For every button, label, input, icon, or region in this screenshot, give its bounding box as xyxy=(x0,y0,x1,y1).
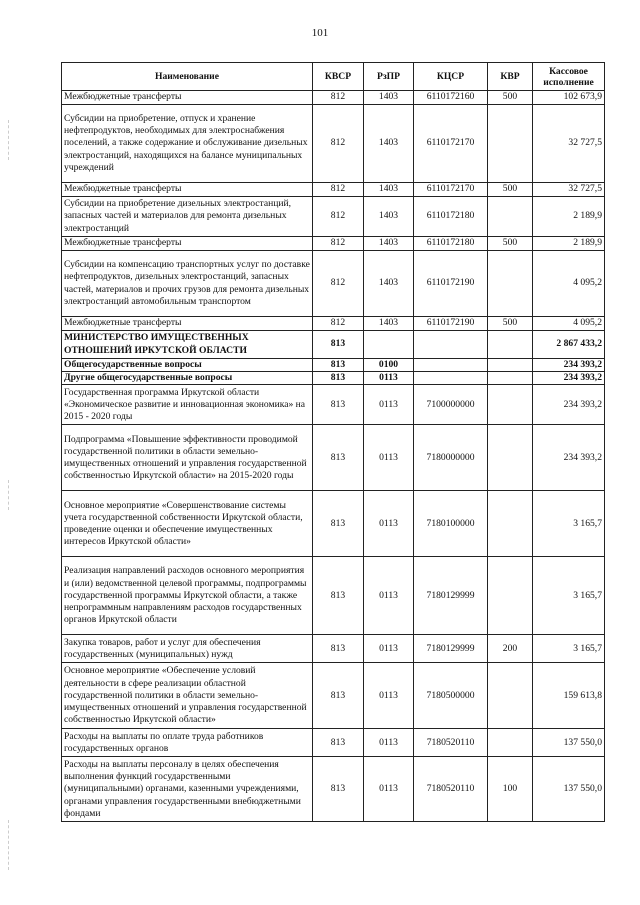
row-kvsr: 812 xyxy=(313,183,364,197)
row-value: 234 393,2 xyxy=(533,359,605,372)
row-value: 3 165,7 xyxy=(533,635,605,663)
row-kcsr: 6110172180 xyxy=(414,197,488,237)
table-row xyxy=(62,757,605,822)
row-kvr: 100 xyxy=(488,757,533,822)
row-kvsr: 812 xyxy=(313,197,364,237)
row-kvsr: 813 xyxy=(313,359,364,372)
row-rzpr: 0100 xyxy=(364,359,414,372)
row-kcsr: 6110172180 xyxy=(414,237,488,251)
row-kvsr: 812 xyxy=(313,91,364,105)
table-row xyxy=(62,635,605,663)
row-kvr: 500 xyxy=(488,183,533,197)
table-row xyxy=(62,237,605,251)
row-rzpr xyxy=(364,331,414,359)
row-kvr: 200 xyxy=(488,635,533,663)
scan-artifact xyxy=(8,480,10,510)
row-value: 4 095,2 xyxy=(533,317,605,331)
header-exec: Кассовое исполнение xyxy=(533,63,605,91)
row-rzpr: 0113 xyxy=(364,372,414,385)
row-kvsr: 812 xyxy=(313,317,364,331)
row-name: Межбюджетные трансферты xyxy=(62,91,313,105)
row-rzpr: 1403 xyxy=(364,105,414,183)
row-rzpr: 0113 xyxy=(364,663,414,729)
table-row xyxy=(62,425,605,491)
row-rzpr: 0113 xyxy=(364,491,414,557)
row-value: 32 727,5 xyxy=(533,183,605,197)
row-name: Субсидии на компенсацию транспортных услуг по доставке нефтепродуктов, дизельных электростанций, запасных частей, материалов и прочих грузов для ремонта дизельных электростанций автомобильным транспортом xyxy=(62,251,313,317)
row-rzpr: 1403 xyxy=(364,317,414,331)
table-row xyxy=(62,91,605,105)
row-value: 102 673,9 xyxy=(533,91,605,105)
table-row xyxy=(62,359,605,372)
row-kvsr: 812 xyxy=(313,237,364,251)
row-rzpr: 1403 xyxy=(364,237,414,251)
table-row xyxy=(62,331,605,359)
row-value: 137 550,0 xyxy=(533,757,605,822)
row-kvsr: 812 xyxy=(313,251,364,317)
header-rzpr: РзПР xyxy=(364,63,414,91)
row-value: 234 393,2 xyxy=(533,425,605,491)
row-kcsr: 7180520110 xyxy=(414,757,488,822)
row-kcsr: 7100000000 xyxy=(414,385,488,425)
row-value: 32 727,5 xyxy=(533,105,605,183)
row-kvsr: 813 xyxy=(313,757,364,822)
row-kvr xyxy=(488,372,533,385)
row-rzpr: 0113 xyxy=(364,425,414,491)
row-name: Межбюджетные трансферты xyxy=(62,183,313,197)
row-kcsr: 7180129999 xyxy=(414,557,488,635)
row-name: Государственная программа Иркутской области «Экономическое развитие и инновационная экономика» на 2015 - 2020 годы xyxy=(62,385,313,425)
header-name: Наименование xyxy=(62,63,313,91)
row-kcsr: 6110172190 xyxy=(414,251,488,317)
row-kvr xyxy=(488,729,533,757)
row-value: 2 189,9 xyxy=(533,237,605,251)
table-row xyxy=(62,197,605,237)
row-name: Расходы на выплаты персоналу в целях обеспечения выполнения функций государственными (муниципальными) органами, казенными учреждениями, органами управления государственными внебюджетными фондами xyxy=(62,757,313,822)
row-value: 159 613,8 xyxy=(533,663,605,729)
table-row xyxy=(62,105,605,183)
row-name: Субсидии на приобретение дизельных электростанций, запасных частей и материалов для ремонта дизельных электростанций xyxy=(62,197,313,237)
row-kvr xyxy=(488,491,533,557)
row-kvsr: 813 xyxy=(313,491,364,557)
row-kvr xyxy=(488,557,533,635)
row-kcsr: 6110172170 xyxy=(414,105,488,183)
row-kvsr: 813 xyxy=(313,425,364,491)
row-kcsr: 7180100000 xyxy=(414,491,488,557)
row-kcsr xyxy=(414,372,488,385)
row-rzpr: 1403 xyxy=(364,91,414,105)
row-name: Другие общегосударственные вопросы xyxy=(62,372,313,385)
page-number: 101 xyxy=(311,27,329,39)
row-kvsr: 812 xyxy=(313,105,364,183)
row-kvr xyxy=(488,385,533,425)
scan-artifact xyxy=(8,120,10,160)
budget-table xyxy=(61,62,605,822)
row-name: Основное мероприятие «Обеспечение условий деятельности в сфере реализации областной государственной политики в области земельно-имущественных отношений и управления государственной собственностью Иркутской области» xyxy=(62,663,313,729)
row-kcsr: 6110172190 xyxy=(414,317,488,331)
row-name: Реализация направлений расходов основного мероприятия и (или) ведомственной целевой программы, подпрограммы государственной программы Иркутской области, а также непрограммным направлениям расходов государственных органов Иркутской области xyxy=(62,557,313,635)
row-rzpr: 0113 xyxy=(364,757,414,822)
row-value: 3 165,7 xyxy=(533,491,605,557)
row-kcsr: 6110172160 xyxy=(414,91,488,105)
table-row xyxy=(62,663,605,729)
table-row xyxy=(62,729,605,757)
row-kvr: 500 xyxy=(488,237,533,251)
row-kvr: 500 xyxy=(488,317,533,331)
table-row xyxy=(62,183,605,197)
row-kvr xyxy=(488,105,533,183)
row-kcsr: 7180000000 xyxy=(414,425,488,491)
row-kcsr: 7180520110 xyxy=(414,729,488,757)
row-kvsr: 813 xyxy=(313,372,364,385)
row-kvsr: 813 xyxy=(313,729,364,757)
row-rzpr: 0113 xyxy=(364,729,414,757)
row-value: 234 393,2 xyxy=(533,385,605,425)
row-kvr xyxy=(488,251,533,317)
row-name: Общегосударственные вопросы xyxy=(62,359,313,372)
table-row xyxy=(62,385,605,425)
row-value: 2 867 433,2 xyxy=(533,331,605,359)
table-body xyxy=(62,91,605,822)
row-kcsr xyxy=(414,359,488,372)
row-value: 234 393,2 xyxy=(533,372,605,385)
header-kvsr: КВСР xyxy=(313,63,364,91)
row-name: Межбюджетные трансферты xyxy=(62,237,313,251)
row-kvr xyxy=(488,663,533,729)
row-value: 4 095,2 xyxy=(533,251,605,317)
row-rzpr: 1403 xyxy=(364,251,414,317)
scan-artifact xyxy=(8,820,10,870)
row-name: Межбюджетные трансферты xyxy=(62,317,313,331)
row-kcsr: 7180129999 xyxy=(414,635,488,663)
row-name: Основное мероприятие «Совершенствование системы учета государственной собственности Иркутской области, проведение оценки и обеспечение имущественных интересов Иркутской области» xyxy=(62,491,313,557)
row-kvr xyxy=(488,425,533,491)
table-row xyxy=(62,491,605,557)
row-kvr: 500 xyxy=(488,91,533,105)
row-kvsr: 813 xyxy=(313,331,364,359)
header-kvr: КВР xyxy=(488,63,533,91)
row-rzpr: 1403 xyxy=(364,183,414,197)
row-kcsr: 6110172170 xyxy=(414,183,488,197)
table-row xyxy=(62,557,605,635)
row-kcsr xyxy=(414,331,488,359)
row-kvr xyxy=(488,331,533,359)
row-kvsr: 813 xyxy=(313,635,364,663)
row-kvr xyxy=(488,197,533,237)
row-kvr xyxy=(488,359,533,372)
row-name: МИНИСТЕРСТВО ИМУЩЕСТВЕННЫХ ОТНОШЕНИЙ ИРКУТСКОЙ ОБЛАСТИ xyxy=(62,331,313,359)
table-row xyxy=(62,372,605,385)
row-value: 137 550,0 xyxy=(533,729,605,757)
row-rzpr: 0113 xyxy=(364,635,414,663)
row-kvsr: 813 xyxy=(313,557,364,635)
row-name: Расходы на выплаты по оплате труда работников государственных органов xyxy=(62,729,313,757)
row-rzpr: 1403 xyxy=(364,197,414,237)
table-row xyxy=(62,317,605,331)
row-kvsr: 813 xyxy=(313,385,364,425)
table-row xyxy=(62,251,605,317)
row-value: 3 165,7 xyxy=(533,557,605,635)
row-value: 2 189,9 xyxy=(533,197,605,237)
row-kcsr: 7180500000 xyxy=(414,663,488,729)
row-name: Субсидии на приобретение, отпуск и хранение нефтепродуктов, необходимых для электроснабжения поселений, а также содержание и обслуживание дизельных электростанций, находящихся на балансе муниципальных учреждений xyxy=(62,105,313,183)
table-header-row xyxy=(62,63,605,91)
row-rzpr: 0113 xyxy=(364,557,414,635)
header-kcsr: КЦСР xyxy=(414,63,488,91)
row-name: Закупка товаров, работ и услуг для обеспечения государственных (муниципальных) нужд xyxy=(62,635,313,663)
row-kvsr: 813 xyxy=(313,663,364,729)
row-name: Подпрограмма «Повышение эффективности проводимой государственной политики в области земельно-имущественных отношений и управления государственной собственностью Иркутской области» на 2015-2020 годы xyxy=(62,425,313,491)
row-rzpr: 0113 xyxy=(364,385,414,425)
